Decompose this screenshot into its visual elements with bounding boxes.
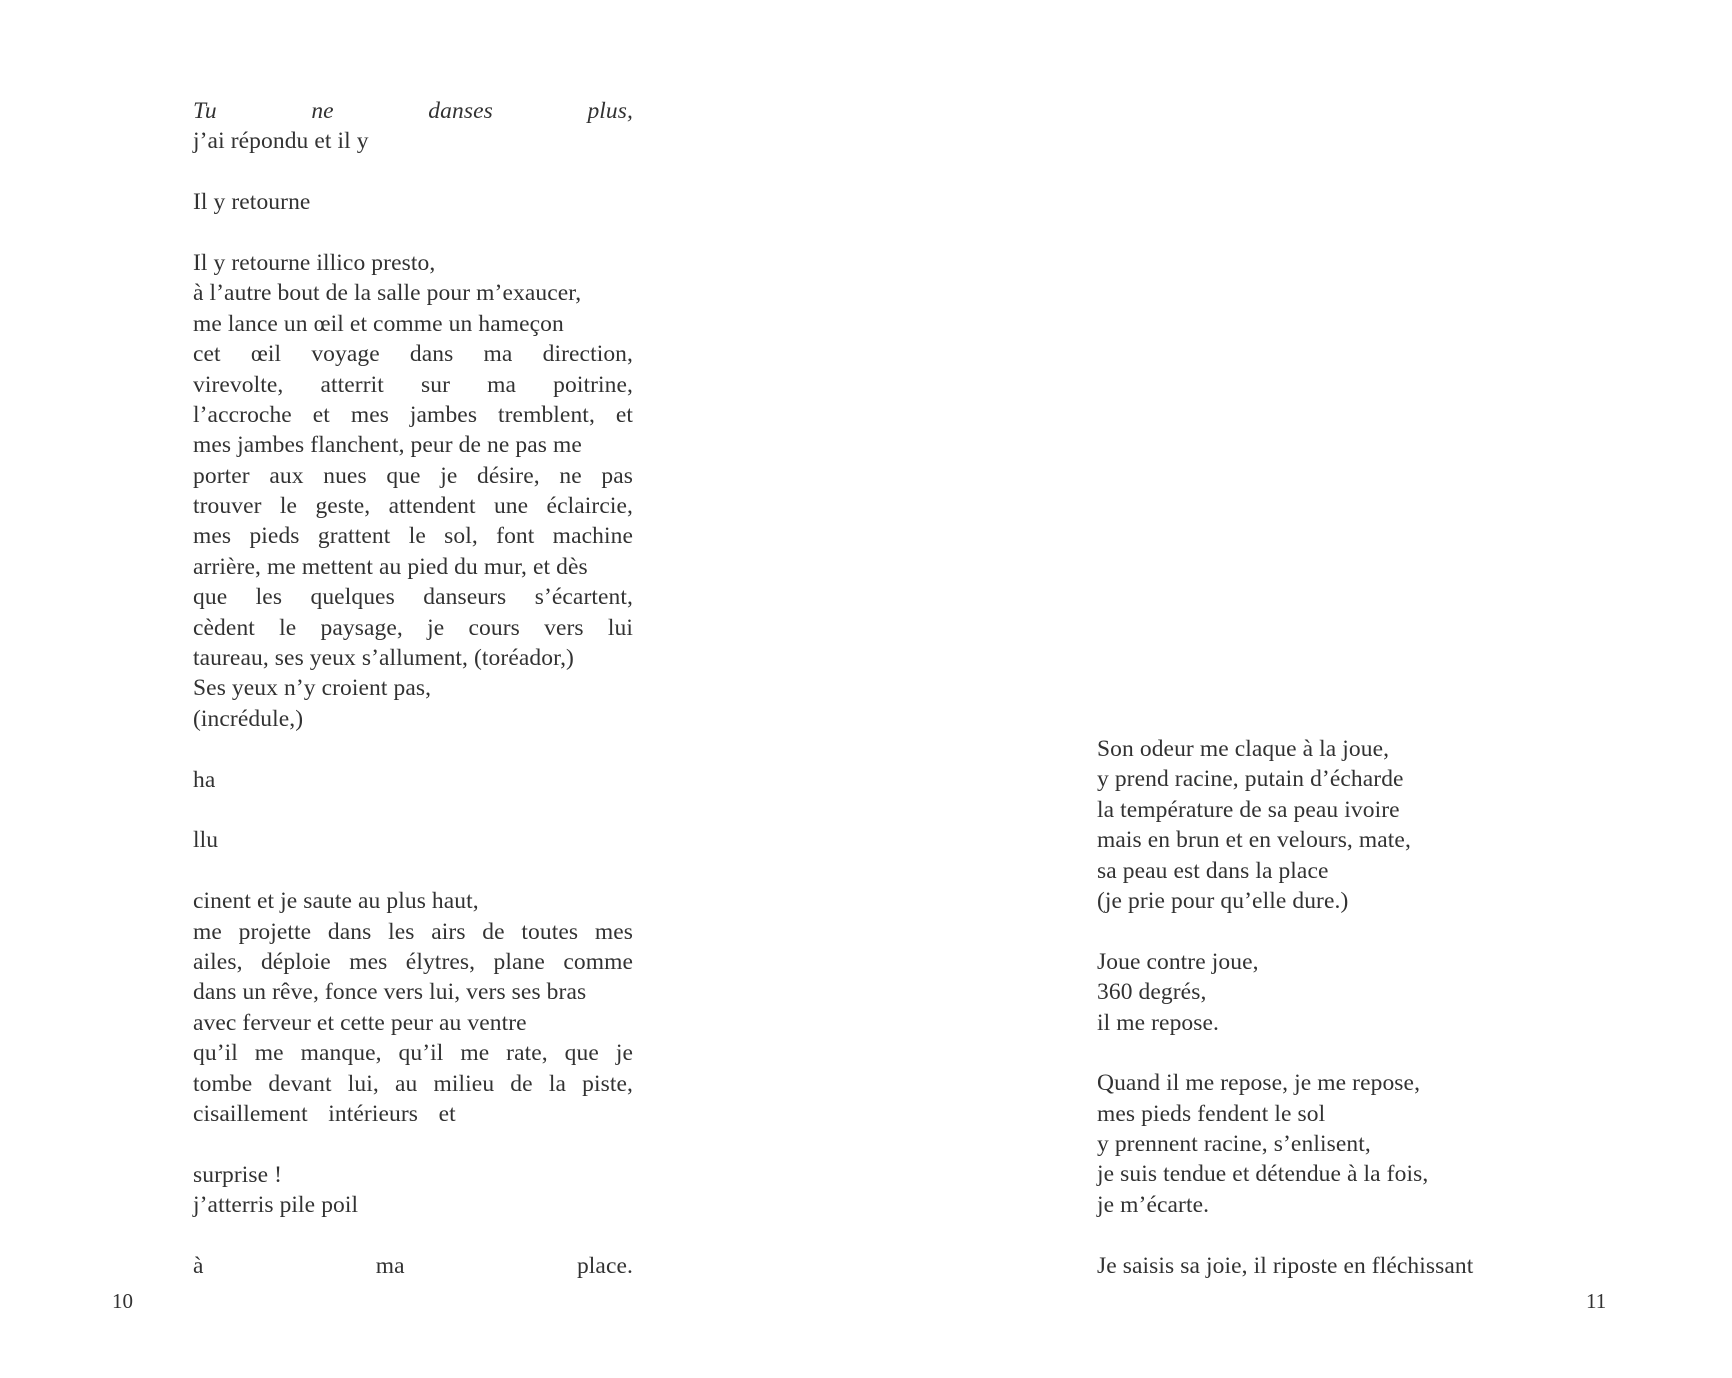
poem-line: je m’écarte. [1097, 1191, 1210, 1218]
poem-line: que les quelques danseurs s’écartent, [193, 584, 633, 611]
poem-blank-line [193, 734, 633, 764]
page-number-right: 11 [1586, 1289, 1607, 1313]
poem-line: Tu ne danses plus, [193, 98, 633, 124]
poem-line: 360 degrés, [1097, 979, 1207, 1006]
poem-line: me lance un œil et comme un hameçon [193, 310, 564, 337]
poem-line: qu’il me manque, qu’il me rate, que je [193, 1040, 633, 1067]
poem-line: avec ferveur et cette peur au ventre [193, 1009, 527, 1036]
poem-line: me projette dans les airs de toutes mes [193, 918, 633, 945]
poem-line: (je prie pour qu’elle dure.) [1097, 887, 1349, 914]
poem-blank-line [1097, 1220, 1513, 1250]
poem-line: llu [193, 827, 219, 854]
poem-line: trouver le geste, attendent une éclaircie, [193, 493, 633, 520]
poem-line: (incrédule,) [193, 705, 304, 732]
poem-blank-line [193, 1129, 633, 1159]
poem-line: Ses yeux n’y croient pas, [193, 675, 432, 702]
poem-line: j’atterris pile poil [193, 1192, 359, 1219]
poem-column-right [1097, 734, 1513, 1281]
poem-line: virevolte, atterrit sur ma poitrine, [193, 371, 633, 398]
poem-blank-line [193, 795, 633, 825]
poem-line: porter aux nues que je désire, ne pas [193, 462, 633, 489]
poem-line: arrière, me mettent au pied du mur, et dès [193, 553, 588, 580]
poem-line: Quand il me repose, je me repose, [1097, 1070, 1421, 1097]
poem-blank-line [193, 218, 633, 248]
poem-line: cèdent le paysage, je cours vers lui [193, 614, 633, 641]
poem-line: mes pieds grattent le sol, font machine [193, 523, 633, 550]
poem-line: cinent et je saute au plus haut, [193, 888, 479, 915]
poem-line: Son odeur me claque à la joue, [1097, 736, 1390, 762]
poem-line: dans un rêve, fonce vers lui, vers ses bras [193, 979, 587, 1006]
poem-line: j’ai répondu et il y [193, 128, 369, 155]
poem-line: ha [193, 766, 216, 793]
poem-line: cisaillement intérieurs et [193, 1100, 456, 1127]
poem-line: Joue contre joue, [1097, 948, 1259, 975]
poem-line: surprise ! [193, 1161, 283, 1188]
poem-line: tombe devant lui, au milieu de la piste, [193, 1070, 633, 1097]
poem-blank-line [1097, 916, 1513, 946]
poem-line: je suis tendue et détendue à la fois, [1097, 1161, 1429, 1188]
poem-line: y prend racine, putain d’écharde [1097, 766, 1404, 793]
poem-line: sa peau est dans la place [1097, 857, 1329, 884]
poem-blank-line [193, 157, 633, 187]
poem-line: cet œil voyage dans ma direction, [193, 341, 633, 368]
poem-line: Il y retourne illico presto, [193, 249, 436, 276]
poem-line: mais en brun et en velours, mate, [1097, 827, 1411, 854]
page-number-left: 10 [112, 1289, 133, 1313]
poem-line: la température de sa peau ivoire [1097, 796, 1400, 823]
poem-blank-line [1097, 1038, 1513, 1068]
page-right [866, 0, 1732, 1378]
poem-line: taureau, ses yeux s’allument, (toréador,) [193, 645, 574, 672]
poem-line: l’accroche et mes jambes tremblent, et [193, 401, 633, 428]
poem-line: mes pieds fendent le sol [1097, 1100, 1326, 1127]
poem-column-left [193, 96, 633, 1281]
poem-line: il me repose. [1097, 1009, 1220, 1036]
poem-line: mes jambes flanchent, peur de ne pas me [193, 432, 582, 459]
poem-blank-line [193, 856, 633, 886]
poem-line: y prennent racine, s’enlisent, [1097, 1131, 1371, 1158]
poem-line: à l’autre bout de la salle pour m’exaucer, [193, 280, 582, 307]
poem-line: à ma place. [193, 1252, 633, 1279]
poem-line: Je saisis sa joie, il riposte en fléchissant [1097, 1252, 1474, 1279]
poem-line: ailes, déploie mes élytres, plane comme [193, 948, 633, 975]
poem-line: Il y retourne [193, 189, 311, 216]
poem-blank-line [193, 1220, 633, 1250]
